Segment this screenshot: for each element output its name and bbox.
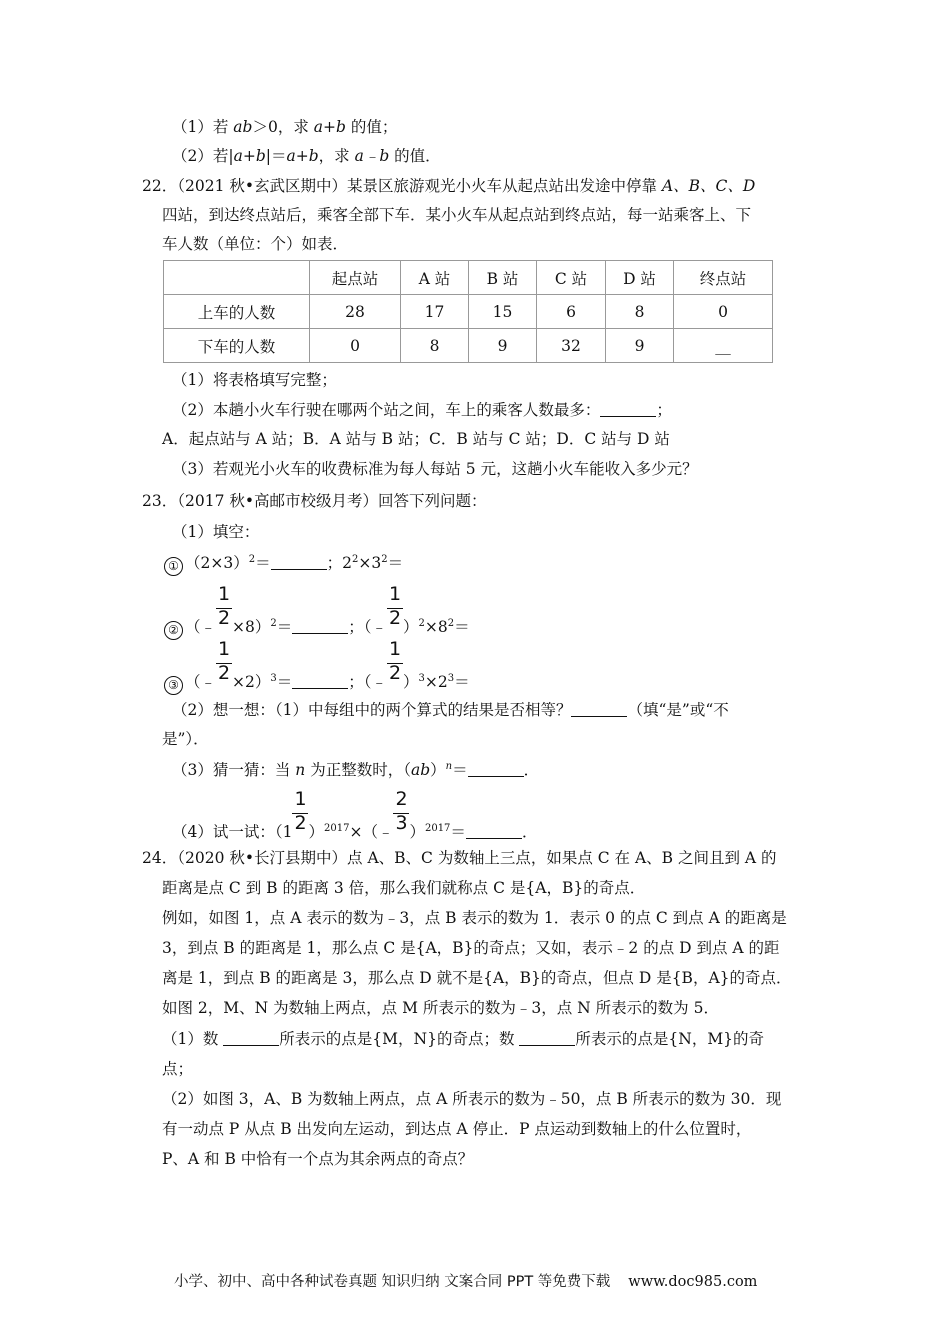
prev-part-1: （1）若 ab＞0，求 a+b 的值；	[172, 118, 398, 136]
answer-blank[interactable]	[468, 762, 524, 777]
q24-header: 24．（2020 秋•长汀县期中）点 A、B、C 为数轴上三点，如果点 C 在 A、B 之间且到 A 的	[142, 849, 777, 867]
table-header-cell: 终点站	[674, 261, 773, 295]
answer-blank[interactable]	[292, 619, 348, 634]
answer-blank[interactable]	[571, 702, 627, 717]
table-cell: 9	[469, 329, 537, 363]
table-row	[164, 329, 773, 363]
q24-part-1: （1）数 所表示的点是{M，N}的奇点；数 所表示的点是{N，M}的奇	[162, 1030, 765, 1048]
q24-part-2-text-2: 有一动点 P 从点 B 出发向左运动，到达点 A 停止．P 点运动到数轴上的什么位置时，	[162, 1120, 752, 1138]
circled-number-1: ①	[164, 557, 183, 576]
fraction-one-half: $\frac{1}{2}$	[218, 583, 231, 629]
row-label: 上车的人数	[164, 295, 310, 329]
table-cell: 32	[537, 329, 606, 363]
q23-part-4: （4）试一试：（1 $\frac{1}{2}$ ）$^{2017}$×（﹣ $\frac{2}{3}$ ）$^{2017}$＝ ．	[172, 788, 538, 841]
answer-blank[interactable]	[466, 824, 522, 839]
footer-link[interactable]: www.doc985.com	[628, 1274, 758, 1290]
q23-part-1: （1）填空：	[172, 523, 260, 541]
table-header-cell: A 站	[401, 261, 469, 295]
q24-part-2-text-3: P、A 和 B 中恰有一个点为其余两点的奇点？	[162, 1150, 474, 1168]
answer-blank[interactable]	[271, 555, 327, 570]
q23-item-2: ② （﹣ $\frac{1}{2}$ ×8）$^2$＝ ；（﹣ $\frac{1}{2}$ ）$^2\times 8^2=$	[164, 612, 470, 640]
q23-part-2-cont: 是”）．	[162, 730, 209, 748]
q23-part-2: （2）想一想：（1）中每组中的两个算式的结果是否相等？ （填“是”或“不	[172, 701, 729, 719]
table-header-row	[164, 261, 773, 295]
table-header-cell: D 站	[606, 261, 674, 295]
fraction-one-half: $\frac{1}{2}$	[389, 638, 402, 684]
answer-blank[interactable]	[519, 1031, 575, 1046]
answer-blank[interactable]	[292, 674, 348, 689]
q23-part-3: （3）猜一猜：当 n 为正整数时，（ab）$^n$＝ ．	[172, 761, 540, 779]
q22-text-3: 车人数（单位：个）如表．	[162, 235, 349, 253]
prev-part-2: （2）若|a+b|＝a+b，求 a﹣b 的值．	[172, 147, 441, 165]
q24-text-4: 3，到点 B 的距离是 1，那么点 C 是{A，B}的奇点；又如，表示﹣2 的点 D 到点 A 的距	[162, 939, 780, 957]
circled-number-2: ②	[164, 621, 183, 640]
q23-item-3: ③ （﹣ $\frac{1}{2}$ ×2）$^3$＝ ；（﹣ $\frac{1}{2}$ ）$^3\times 2^3=$	[164, 667, 470, 695]
table-cell: 9	[606, 329, 674, 363]
row-label: 下车的人数	[164, 329, 310, 363]
q22-header: 22．（2021 秋•玄武区期中）某景区旅游观光小火车从起点站出发途中停靠 A、B、C、D	[142, 177, 756, 195]
table-cell: 0	[310, 329, 401, 363]
answer-blank[interactable]	[600, 402, 656, 417]
table-header-cell: C 站	[537, 261, 606, 295]
q22-part-1: （1）将表格填写完整；	[172, 371, 337, 389]
table-row	[164, 295, 773, 329]
footer-text: 小学、初中、高中各种试卷真题 知识归纳 文案合同 PPT 等免费下载	[174, 1274, 611, 1290]
table-header-cell	[164, 261, 310, 295]
q22-options: A．起点站与 A 站；B．A 站与 B 站；C．B 站与 C 站；D．C 站与 D 站	[162, 430, 670, 448]
table-cell: 6	[537, 295, 606, 329]
fraction-two-thirds: $\frac{2}{3}$	[395, 788, 408, 834]
table-header-cell: B 站	[469, 261, 537, 295]
q24-part-2: （2）如图 3，A、B 为数轴上两点，点 A 所表示的数为﹣50，点 B 所表示的数为 30．现	[162, 1090, 782, 1108]
table-blank-cell[interactable]: __	[674, 329, 773, 363]
table-header-cell: 起点站	[310, 261, 401, 295]
q24-part-1-cont: 点；	[162, 1060, 194, 1078]
q23-item-1: ① $(2\times 3)^2=$ ；$2^2\times 3^2=$	[164, 553, 403, 576]
q24-text-2: 距离是点 C 到 B 的距离 3 倍，那么我们就称点 C 是{A，B}的奇点．	[162, 879, 646, 897]
table-cell: 28	[310, 295, 401, 329]
page-footer	[174, 1270, 757, 1291]
q23-header: 23．（2017 秋•高邮市校级月考）回答下列问题：	[142, 492, 487, 510]
table-cell: 8	[401, 329, 469, 363]
q24-text-5: 离是 1，到点 B 的距离是 3，那么点 D 就不是{A，B}的奇点，但点 D 是{B，A}的奇点．	[162, 969, 792, 987]
q22-text-2: 四站，到达终点站后，乘客全部下车．某小火车从起点站到终点站，每一站乘客上、下	[162, 206, 752, 224]
q22-part-3: （3）若观光小火车的收费标准为每人每站 5 元，这趟小火车能收入多少元？	[172, 460, 698, 478]
table-cell: 17	[401, 295, 469, 329]
table-cell: 8	[606, 295, 674, 329]
q24-text-3: 例如，如图 1，点 A 表示的数为﹣3，点 B 表示的数为 1．表示 0 的点 C 到点 A 的距离是	[162, 909, 787, 927]
table-cell: 15	[469, 295, 537, 329]
circled-number-3: ③	[164, 676, 183, 695]
q22-part-2: （2）本趟小火车行驶在哪两个站之间，车上的乘客人数最多： ；	[172, 401, 672, 419]
table-cell: 0	[674, 295, 773, 329]
fraction-one-half: $\frac{1}{2}$	[218, 638, 231, 684]
fraction-one-half: $\frac{1}{2}$	[389, 583, 402, 629]
answer-blank[interactable]	[223, 1031, 279, 1046]
q24-text-6: 如图 2，M、N 为数轴上两点，点 M 所表示的数为﹣3，点 N 所表示的数为 5．	[162, 999, 719, 1017]
fraction-one-half: $\frac{1}{2}$	[294, 788, 307, 834]
passenger-table	[163, 260, 773, 363]
